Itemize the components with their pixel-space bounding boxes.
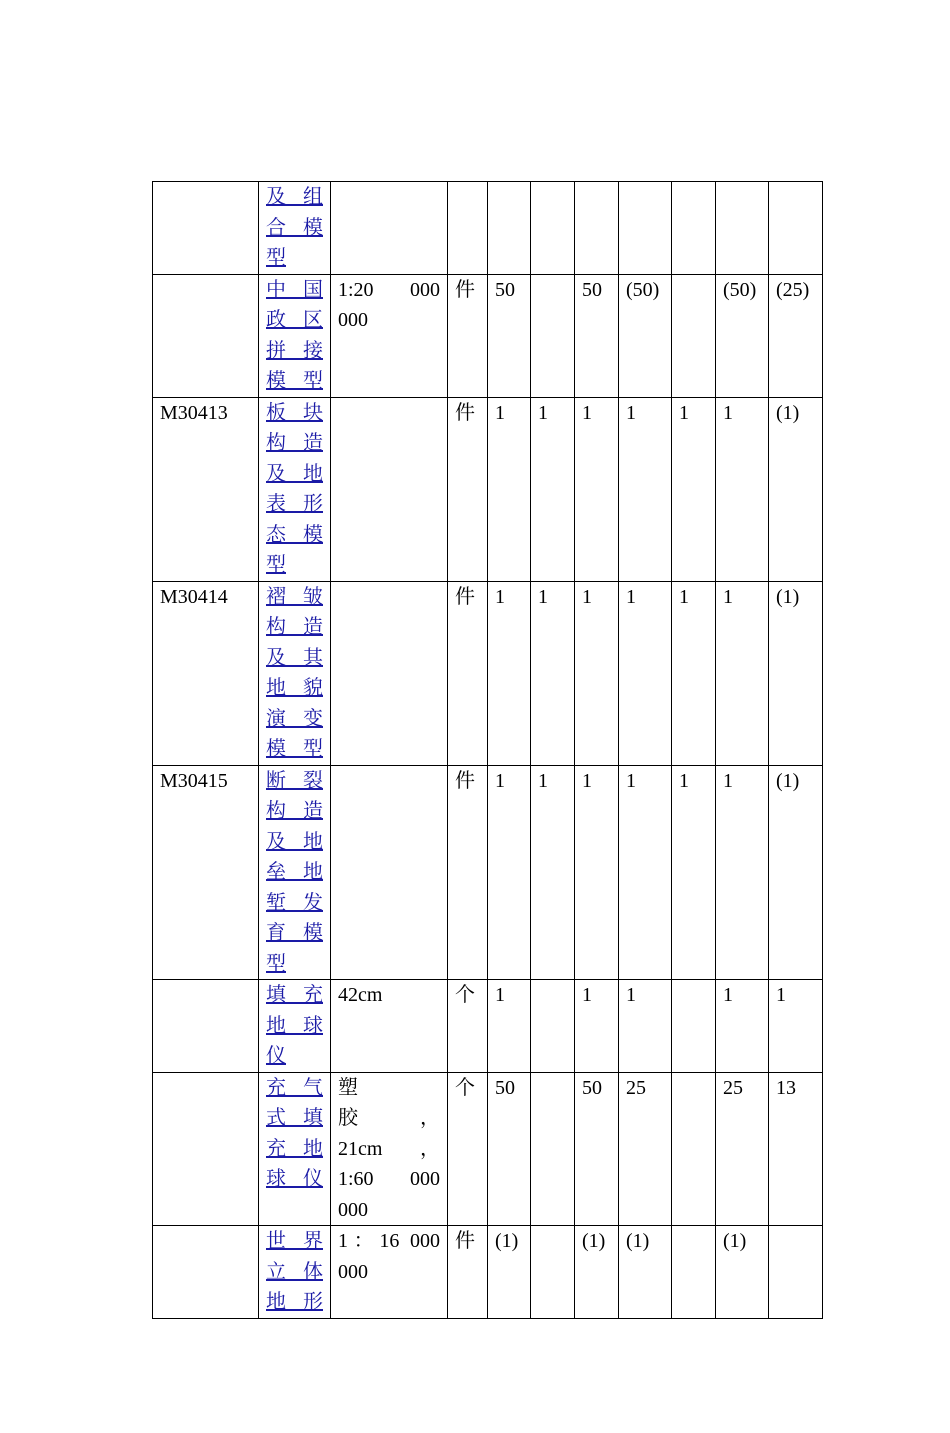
quantity-cell-6: 1: [716, 397, 769, 581]
quantity-cell-4: 1: [619, 581, 672, 765]
quantity-cell-4: 1: [619, 765, 672, 980]
item-name-link[interactable]: 演 变: [266, 707, 323, 730]
quantity-cell-7: [769, 182, 823, 275]
table-row: [153, 581, 823, 765]
quantity-cell-2: [531, 182, 575, 275]
quantity-cell-6: [716, 182, 769, 275]
item-name-link[interactable]: 垒 地: [266, 861, 323, 883]
quantity-cell-5: [672, 274, 716, 397]
item-name-link[interactable]: 模型: [266, 370, 323, 392]
item-name-link[interactable]: 立 体: [266, 1260, 323, 1283]
item-name-cell: [259, 980, 331, 1073]
item-name-link[interactable]: 构 造: [266, 800, 323, 822]
quantity-cell-1: [488, 182, 531, 275]
item-name-link[interactable]: 板 块: [266, 401, 323, 424]
item-name-link[interactable]: 及 地: [266, 462, 323, 485]
item-name-link[interactable]: 合 模: [266, 216, 323, 239]
quantity-cell-3: 1: [575, 581, 619, 765]
quantity-cell-5: [672, 1072, 716, 1226]
quantity-cell-1: 50: [488, 274, 531, 397]
quantity-cell-4: 1: [619, 397, 672, 581]
quantity-cell-3: 50: [575, 1072, 619, 1226]
item-name-link[interactable]: 式 填: [266, 1107, 323, 1129]
spec-line: 000: [338, 309, 368, 331]
item-name-link[interactable]: 地 貌: [266, 677, 323, 699]
item-name-link[interactable]: 及 组: [266, 186, 323, 208]
item-code-cell: M30414: [153, 581, 259, 765]
quantity-cell-3: 1: [575, 765, 619, 980]
item-name-cell: [259, 765, 331, 980]
quantity-cell-1: (1): [488, 1226, 531, 1319]
item-name-link[interactable]: 地 球: [266, 1014, 323, 1037]
spec-line: 胶，21cm，: [338, 1107, 440, 1160]
quantity-cell-4: 25: [619, 1072, 672, 1226]
item-spec-cell: [331, 581, 448, 765]
item-name-link[interactable]: 充 地: [266, 1137, 323, 1160]
spec-line: 塑: [338, 1076, 358, 1099]
quantity-cell-1: 1: [488, 397, 531, 581]
item-name-link[interactable]: 仪: [266, 1045, 286, 1067]
table-row: [153, 980, 823, 1073]
quantity-cell-7: (1): [769, 765, 823, 980]
item-code-cell: [153, 182, 259, 275]
quantity-cell-7: 13: [769, 1072, 823, 1226]
item-name-cell: [259, 1226, 331, 1319]
table-row: [153, 1072, 823, 1226]
quantity-cell-6: (1): [716, 1226, 769, 1319]
item-name-link[interactable]: 中 国: [266, 278, 323, 301]
quantity-cell-7: 1: [769, 980, 823, 1073]
quantity-cell-2: 1: [531, 397, 575, 581]
equipment-table: [152, 181, 823, 1319]
quantity-cell-2: 1: [531, 581, 575, 765]
quantity-cell-5: [672, 980, 716, 1073]
quantity-cell-3: 50: [575, 274, 619, 397]
quantity-cell-6: 1: [716, 581, 769, 765]
table-body: [153, 182, 823, 1319]
item-name-cell: [259, 581, 331, 765]
quantity-cell-3: 1: [575, 980, 619, 1073]
spec-line: 1：16 000: [338, 1230, 440, 1252]
quantity-cell-5: [672, 182, 716, 275]
item-code-cell: [153, 980, 259, 1073]
table-row: [153, 274, 823, 397]
item-name-link[interactable]: 填 充: [266, 984, 323, 1006]
quantity-cell-1: 1: [488, 980, 531, 1073]
item-unit-cell: 件: [448, 1226, 488, 1319]
table-row: [153, 182, 823, 275]
quantity-cell-5: 1: [672, 765, 716, 980]
item-code-cell: M30415: [153, 765, 259, 980]
quantity-cell-5: 1: [672, 581, 716, 765]
spec-line: 000: [338, 1198, 368, 1221]
item-spec-cell: [331, 1226, 448, 1319]
quantity-cell-2: [531, 274, 575, 397]
item-code-cell: M30413: [153, 397, 259, 581]
quantity-cell-3: 1: [575, 397, 619, 581]
quantity-cell-3: [575, 182, 619, 275]
item-name-link[interactable]: 及 地: [266, 830, 323, 853]
quantity-cell-6: 25: [716, 1072, 769, 1226]
quantity-cell-6: 1: [716, 980, 769, 1073]
item-unit-cell: 个: [448, 1072, 488, 1226]
quantity-cell-7: (25): [769, 274, 823, 397]
spec-line: 000: [338, 1260, 368, 1283]
item-name-link[interactable]: 模型: [266, 738, 323, 760]
quantity-cell-1: 50: [488, 1072, 531, 1226]
quantity-cell-2: [531, 1226, 575, 1319]
item-unit-cell: 件: [448, 581, 488, 765]
spec-line: 42cm: [338, 984, 383, 1006]
item-name-link[interactable]: 构 造: [266, 432, 323, 454]
quantity-cell-1: 1: [488, 581, 531, 765]
quantity-cell-1: 1: [488, 765, 531, 980]
item-unit-cell: 件: [448, 274, 488, 397]
item-spec-cell: [331, 980, 448, 1073]
item-name-link[interactable]: 堑 发: [266, 891, 323, 914]
item-name-link[interactable]: 政 区: [266, 309, 323, 331]
quantity-cell-7: (1): [769, 581, 823, 765]
item-name-link[interactable]: 球仪: [266, 1168, 323, 1190]
table-row: [153, 1226, 823, 1319]
item-code-cell: [153, 1072, 259, 1226]
item-unit-cell: 件: [448, 397, 488, 581]
quantity-cell-5: 1: [672, 397, 716, 581]
item-name-link[interactable]: 构 造: [266, 616, 323, 638]
item-unit-cell: [448, 182, 488, 275]
item-unit-cell: 个: [448, 980, 488, 1073]
item-name-cell: [259, 397, 331, 581]
quantity-cell-4: 1: [619, 980, 672, 1073]
quantity-cell-4: [619, 182, 672, 275]
spec-line: 1:20 000: [338, 278, 440, 301]
quantity-cell-6: 1: [716, 765, 769, 980]
item-spec-cell: [331, 1072, 448, 1226]
spec-line: 1:60 000: [338, 1168, 440, 1190]
table-row: [153, 765, 823, 980]
table-row: [153, 397, 823, 581]
quantity-cell-4: (50): [619, 274, 672, 397]
quantity-cell-2: [531, 980, 575, 1073]
item-name-link[interactable]: 拼 接: [266, 339, 323, 362]
item-spec-cell: [331, 397, 448, 581]
item-spec-cell: [331, 182, 448, 275]
item-name-link[interactable]: 及 其: [266, 646, 323, 669]
item-name-link[interactable]: 世 界: [266, 1230, 323, 1252]
quantity-cell-7: (1): [769, 397, 823, 581]
quantity-cell-2: [531, 1072, 575, 1226]
item-name-link[interactable]: 态 模: [266, 523, 323, 546]
quantity-cell-3: (1): [575, 1226, 619, 1319]
item-code-cell: [153, 1226, 259, 1319]
quantity-cell-2: 1: [531, 765, 575, 980]
item-spec-cell: [331, 765, 448, 980]
item-name-link[interactable]: 育 模: [266, 922, 323, 944]
item-name-link[interactable]: 断 裂: [266, 769, 323, 792]
item-name-link[interactable]: 表 形: [266, 493, 323, 515]
quantity-cell-5: [672, 1226, 716, 1319]
item-name-cell: [259, 182, 331, 275]
item-name-link[interactable]: 充 气: [266, 1076, 323, 1099]
item-name-link[interactable]: 褶 皱: [266, 585, 323, 608]
item-name-cell: [259, 274, 331, 397]
item-name-cell: [259, 1072, 331, 1226]
item-name-link[interactable]: 型: [266, 247, 286, 269]
quantity-cell-7: [769, 1226, 823, 1319]
quantity-cell-4: (1): [619, 1226, 672, 1319]
quantity-cell-6: (50): [716, 274, 769, 397]
item-unit-cell: 件: [448, 765, 488, 980]
item-spec-cell: [331, 274, 448, 397]
item-code-cell: [153, 274, 259, 397]
item-name-link[interactable]: 地 形: [266, 1291, 323, 1313]
item-name-link[interactable]: 型: [266, 952, 286, 975]
item-name-link[interactable]: 型: [266, 554, 286, 576]
